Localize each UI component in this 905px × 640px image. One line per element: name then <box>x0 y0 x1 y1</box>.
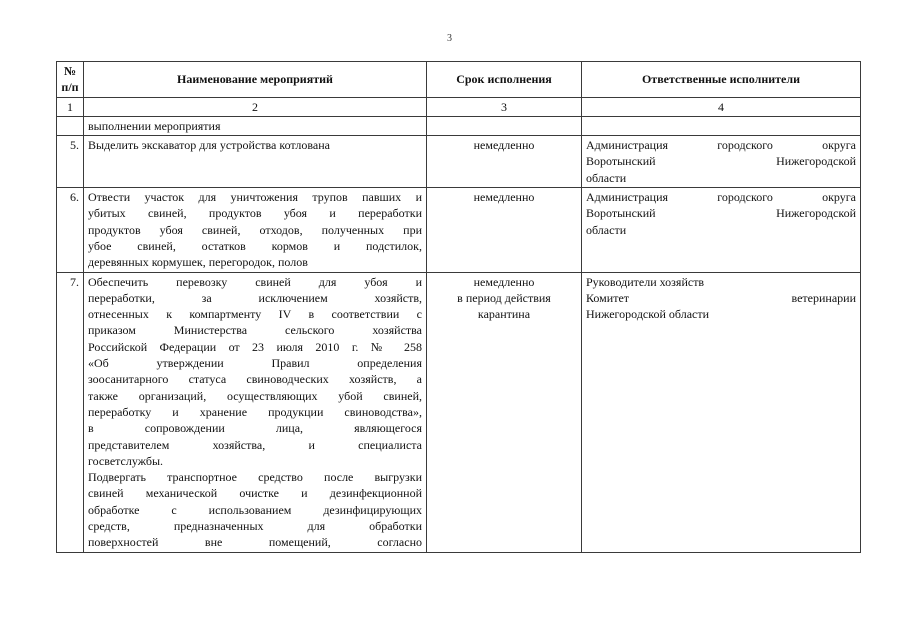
measure-name-line: средств, предназначенных для обработки <box>88 519 422 534</box>
index-cell: 2 <box>84 97 427 116</box>
measure-name-line: переработки, за исключением хозяйств, <box>88 290 422 305</box>
continuation-row <box>57 116 861 135</box>
index-cell: 4 <box>582 97 861 116</box>
measure-name-line: «Об утверждении Правил определения <box>88 356 422 371</box>
header-responsible: Ответственные исполнители <box>582 62 861 98</box>
measure-name-line: убитых свиней, продуктов убоя и переработки <box>88 206 422 221</box>
measure-name-line: в сопровождении лица, являющегося <box>88 421 422 436</box>
measure-responsible-line: Воротынский Нижегородской <box>586 206 856 221</box>
measure-term-line: немедленно <box>473 190 535 205</box>
measure-name <box>84 136 427 188</box>
measure-row <box>57 136 861 188</box>
measure-responsible-line: Руководители хозяйств <box>586 274 705 289</box>
measure-name-line: продуктов убоя свиней, отходов, полученных при <box>88 222 422 237</box>
header-row <box>57 62 861 98</box>
measure-name <box>84 272 427 552</box>
header-name: Наименование мероприятий <box>84 62 427 98</box>
measure-responsible-line: области <box>586 222 627 237</box>
measure-name-line: зоосанитарного статуса свиноводческих хозяйств, а <box>88 372 422 387</box>
measure-term-line: карантина <box>477 307 531 322</box>
measure-responsible <box>582 136 861 188</box>
measure-term <box>427 272 582 552</box>
measure-responsible-line: области <box>586 170 627 185</box>
measure-responsible <box>582 272 861 552</box>
measure-name-line: Выделить экскаватор для устройства котлована <box>88 138 330 153</box>
measures-table <box>56 61 861 553</box>
measure-term-line: в период действия <box>457 290 551 305</box>
measure-term-line: немедленно <box>473 274 535 289</box>
measure-name-line: отнесенных к компартменту IV в соответствии с <box>88 307 422 322</box>
measure-number: 5. <box>57 136 84 188</box>
measure-name-line: переработку и хранение продукции свиноводства», <box>88 404 422 419</box>
continuation-num-cell <box>57 116 84 135</box>
measure-term <box>427 188 582 272</box>
measure-name <box>84 188 427 272</box>
continuation-term-cell <box>427 116 582 135</box>
measure-name-line: убое свиней, остатков кормов и подстилок, <box>88 238 422 253</box>
continuation-responsible-cell <box>582 116 861 135</box>
measure-number: 7. <box>57 272 84 552</box>
measure-name-line: деревянных кормушек, перегородок, полов <box>88 255 308 270</box>
measure-term-line: немедленно <box>473 138 535 153</box>
index-cell: 1 <box>57 97 84 116</box>
measure-name-line: представителем хозяйства, и специалиста <box>88 437 422 452</box>
measure-name-line: также организаций, осуществляющих убой свиней, <box>88 388 422 403</box>
measure-name-line: Подвергать транспортное средство после выгрузки <box>88 470 422 485</box>
header-term: Срок исполнения <box>427 62 582 98</box>
measure-name-line: обработке с использованием дезинфицирующих <box>88 502 422 517</box>
measure-name-line: поверхностей вне помещений, согласно <box>88 535 422 550</box>
measure-responsible <box>582 188 861 272</box>
measure-row <box>57 272 861 552</box>
measure-name-line: приказом Министерства сельского хозяйства <box>88 323 422 338</box>
index-cell: 3 <box>427 97 582 116</box>
measure-name-line: госветслужбы. <box>88 453 164 468</box>
page-number: 3 <box>447 33 452 44</box>
index-row <box>57 97 861 116</box>
header-num: № п/п <box>57 62 84 98</box>
measure-name-line: свиней механической очистке и дезинфекционной <box>88 486 422 501</box>
continuation-text: выполнении мероприятия <box>84 116 427 135</box>
measure-responsible-line: Администрация городского округа <box>586 190 856 205</box>
measure-responsible-line: Воротынский Нижегородской <box>586 154 856 169</box>
measure-number: 6. <box>57 188 84 272</box>
measure-responsible-line: Нижегородской области <box>586 307 710 322</box>
measure-name-line: Обеспечить перевозку свиней для убоя и <box>88 274 422 289</box>
measure-name-line: Российской Федерации от 23 июля 2010 г. № 258 <box>88 339 422 354</box>
measure-term <box>427 136 582 188</box>
measure-name-line: Отвести участок для уничтожения трупов павших и <box>88 190 422 205</box>
measure-responsible-line: Администрация городского округа <box>586 138 856 153</box>
measure-row <box>57 188 861 272</box>
measures-rows <box>57 136 861 552</box>
measure-responsible-line: Комитет ветеринарии <box>586 290 856 305</box>
